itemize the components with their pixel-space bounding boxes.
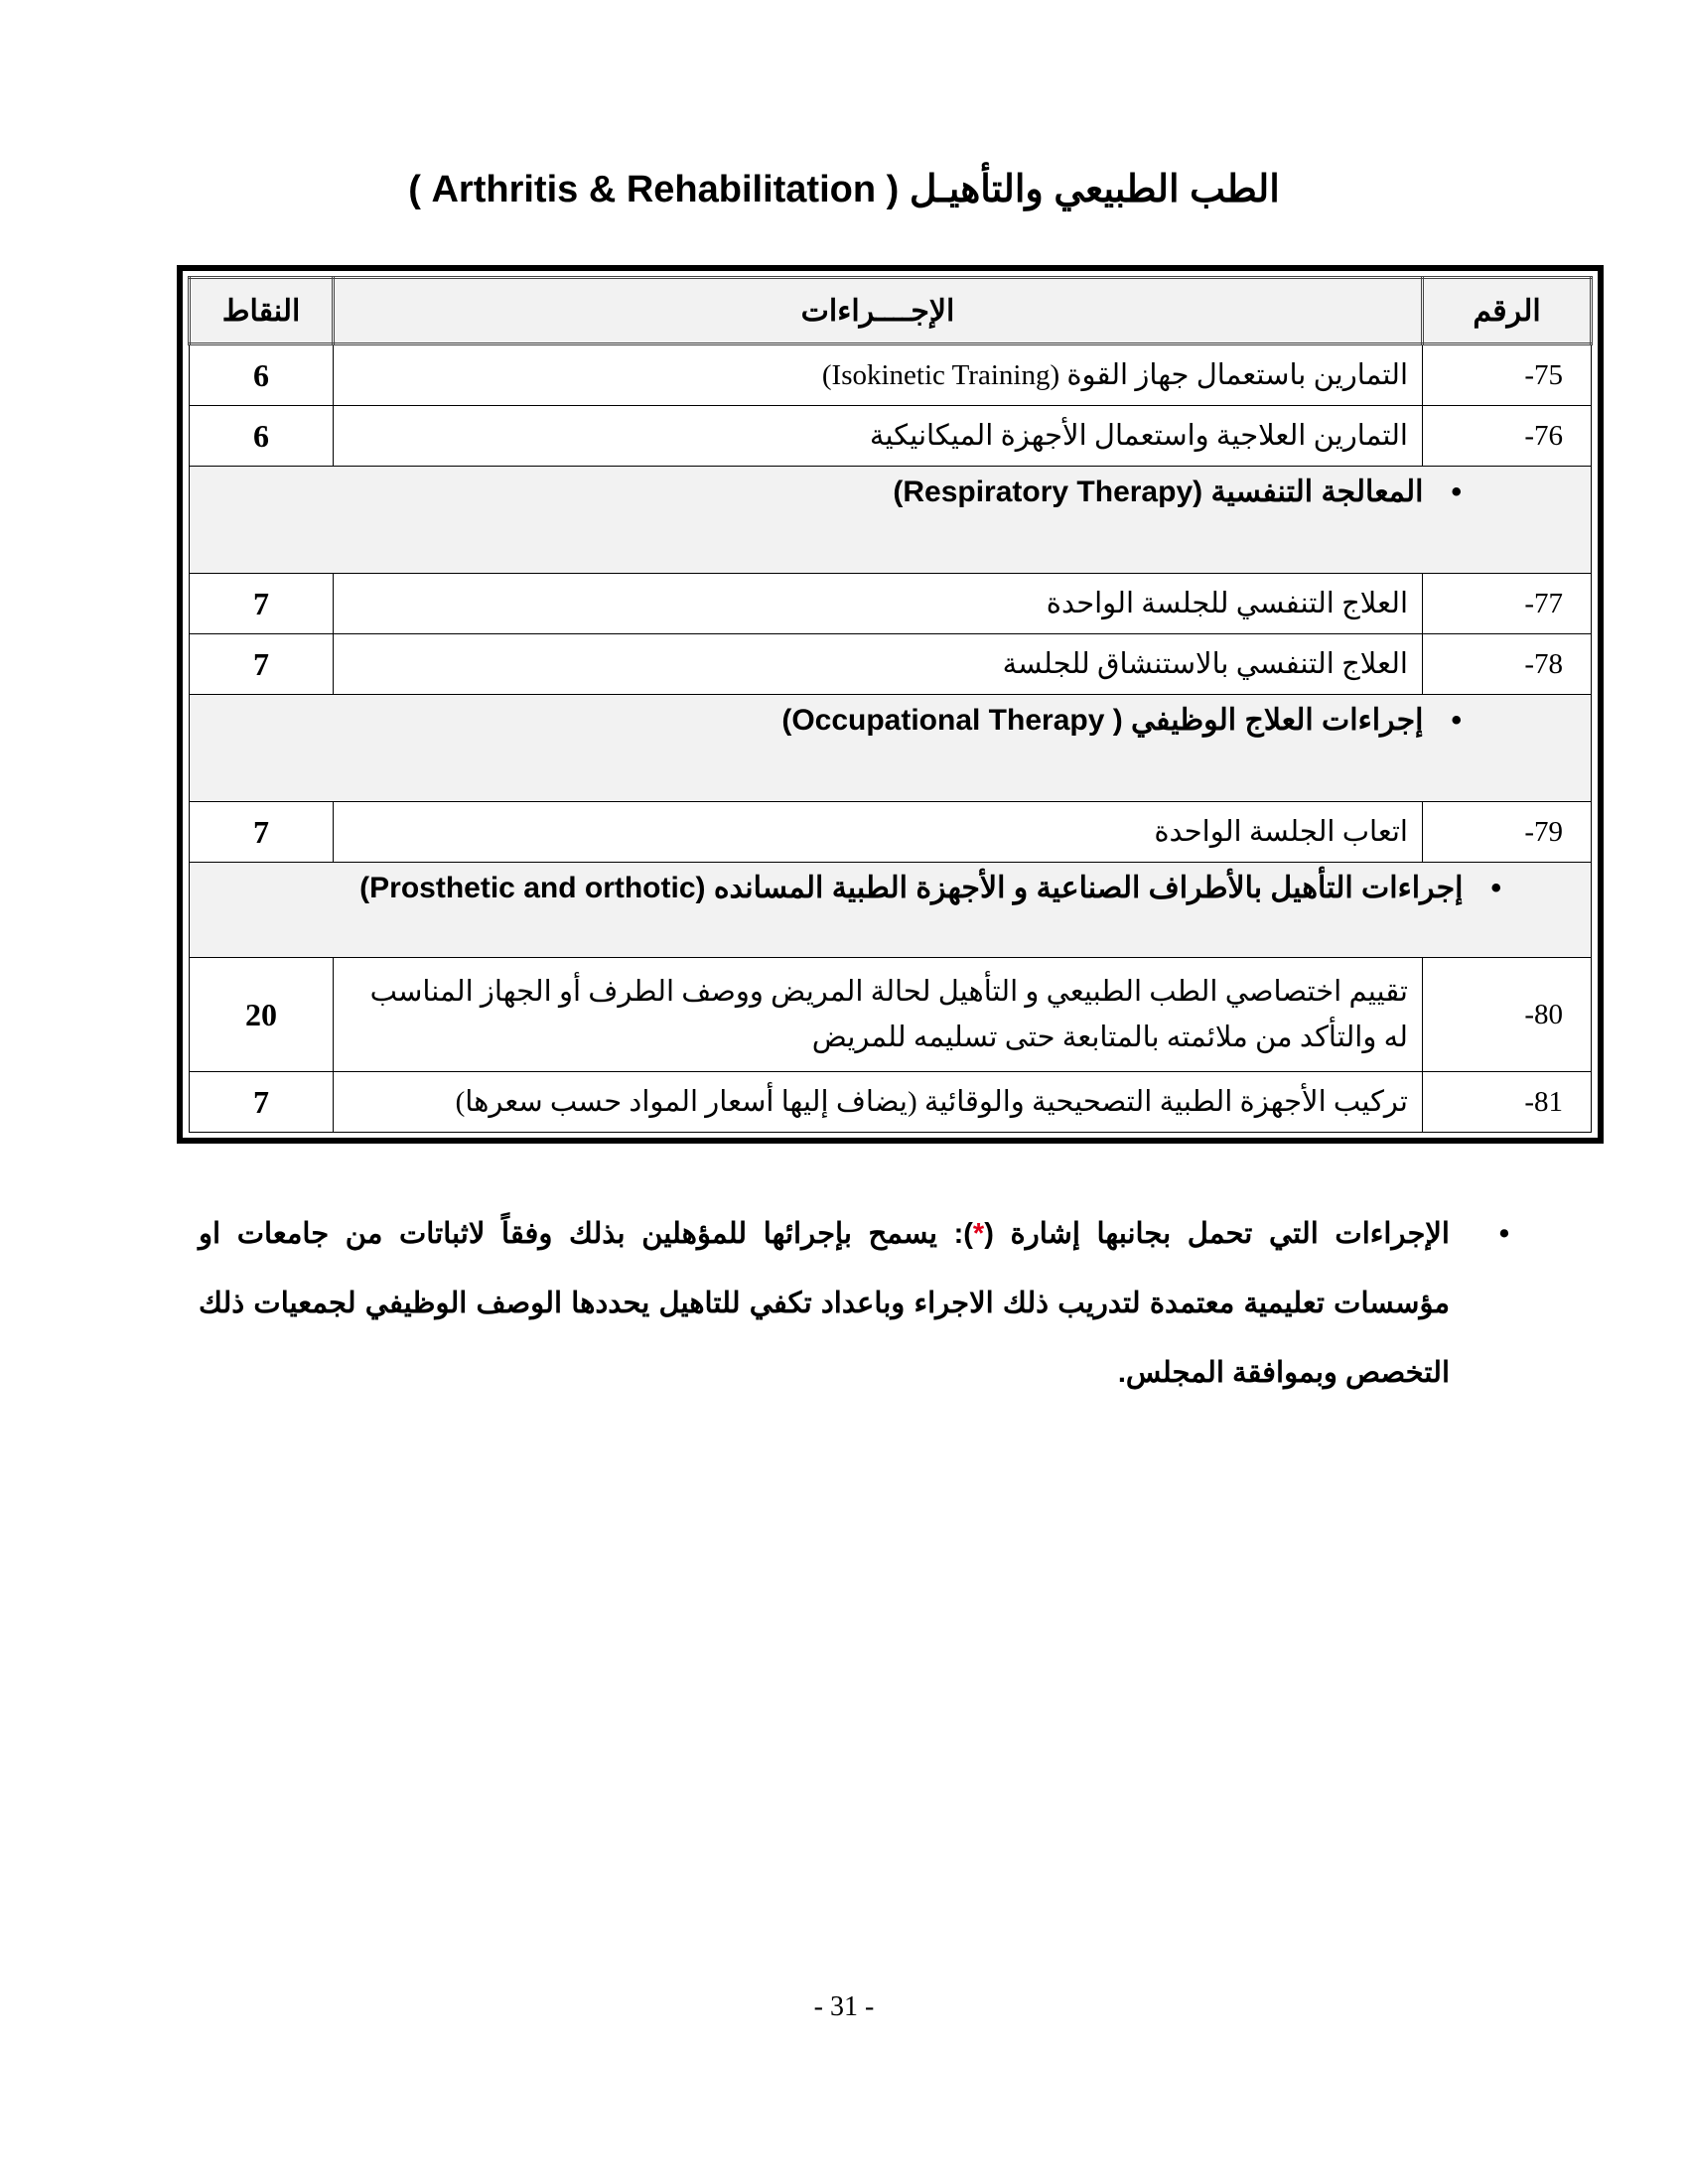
table-row bbox=[190, 634, 1592, 695]
row-points: 7 bbox=[190, 634, 334, 695]
header-number: الرقم bbox=[1423, 278, 1592, 344]
section-label: المعالجة التنفسية (Respiratory Therapy) bbox=[893, 476, 1424, 508]
row-points: 7 bbox=[190, 802, 334, 863]
header-points: النقاط bbox=[190, 278, 334, 344]
row-points: 20 bbox=[190, 958, 334, 1072]
procedures-table-frame bbox=[177, 265, 1604, 1144]
row-procedure: التمارين العلاجية واستعمال الأجهزة الميكانيكية bbox=[334, 406, 1423, 467]
row-number: 75- bbox=[1423, 344, 1592, 406]
asterisk-mark: * bbox=[972, 1218, 985, 1250]
table-header bbox=[190, 278, 1592, 344]
row-number: 80- bbox=[1423, 958, 1592, 1072]
row-procedure: اتعاب الجلسة الواحدة bbox=[334, 802, 1423, 863]
page-title: الطب الطبيعي والتأهيـل ( Arthritis & Rehabilitation ) bbox=[408, 169, 1280, 210]
section-label: إجراءات العلاج الوظيفي ( Occupational Therapy) bbox=[781, 704, 1424, 737]
row-number: 78- bbox=[1423, 634, 1592, 695]
section-row bbox=[190, 863, 1592, 958]
row-number: 79- bbox=[1423, 802, 1592, 863]
row-number: 76- bbox=[1423, 406, 1592, 467]
footnote-text-end: ): يسمح بإجرائها للمؤهلين بذلك وفقاً لاثباتات من جامعات او مؤسسات تعليمية معتمدة لتدريب ذلك الاجراء وباعداد تكفي للتاهيل يحددها الوصف الوظيفي لجمعيات ذلك التخصص وبموافقة المجلس. bbox=[199, 1218, 1450, 1389]
row-points: 7 bbox=[190, 574, 334, 634]
section-row bbox=[190, 467, 1592, 574]
table-row bbox=[190, 574, 1592, 634]
procedures-table bbox=[188, 276, 1593, 1133]
table-row bbox=[190, 406, 1592, 467]
table-row bbox=[190, 958, 1592, 1072]
row-points: 7 bbox=[190, 1072, 334, 1133]
page-number: - 31 - bbox=[813, 1991, 875, 2022]
footnote-text-start: الإجراءات التي تحمل بجانبها إشارة ( bbox=[984, 1218, 1450, 1250]
row-number: 81- bbox=[1423, 1072, 1592, 1133]
row-procedure: تقييم اختصاصي الطب الطبيعي و التأهيل لحالة المريض ووصف الطرف أو الجهاز المناسب له والتأكد من ملائمته بالمتابعة حتى تسليمه للمريض bbox=[334, 958, 1423, 1072]
header-procedure: الإجــــراءات bbox=[334, 278, 1423, 344]
footnote bbox=[199, 1199, 1509, 1408]
table-row bbox=[190, 344, 1592, 406]
bullet-icon: • bbox=[1451, 704, 1462, 737]
row-procedure: التمارين باستعمال جهاز القوة (Isokinetic Training) bbox=[334, 344, 1423, 406]
section-row bbox=[190, 695, 1592, 802]
bullet-icon: • bbox=[1490, 872, 1501, 904]
table-row bbox=[190, 802, 1592, 863]
row-procedure: العلاج التنفسي بالاستنشاق للجلسة bbox=[334, 634, 1423, 695]
row-number: 77- bbox=[1423, 574, 1592, 634]
row-procedure: العلاج التنفسي للجلسة الواحدة bbox=[334, 574, 1423, 634]
row-points: 6 bbox=[190, 344, 334, 406]
section-label: إجراءات التأهيل بالأطراف الصناعية و الأجهزة الطبية المسانده (Prosthetic and orthotic) bbox=[359, 872, 1464, 904]
bullet-icon: • bbox=[1498, 1218, 1509, 1250]
row-procedure: تركيب الأجهزة الطبية التصحيحية والوقائية (يضاف إليها أسعار المواد حسب سعرها) bbox=[334, 1072, 1423, 1133]
row-points: 6 bbox=[190, 406, 334, 467]
bullet-icon: • bbox=[1451, 476, 1462, 508]
table-row bbox=[190, 1072, 1592, 1133]
